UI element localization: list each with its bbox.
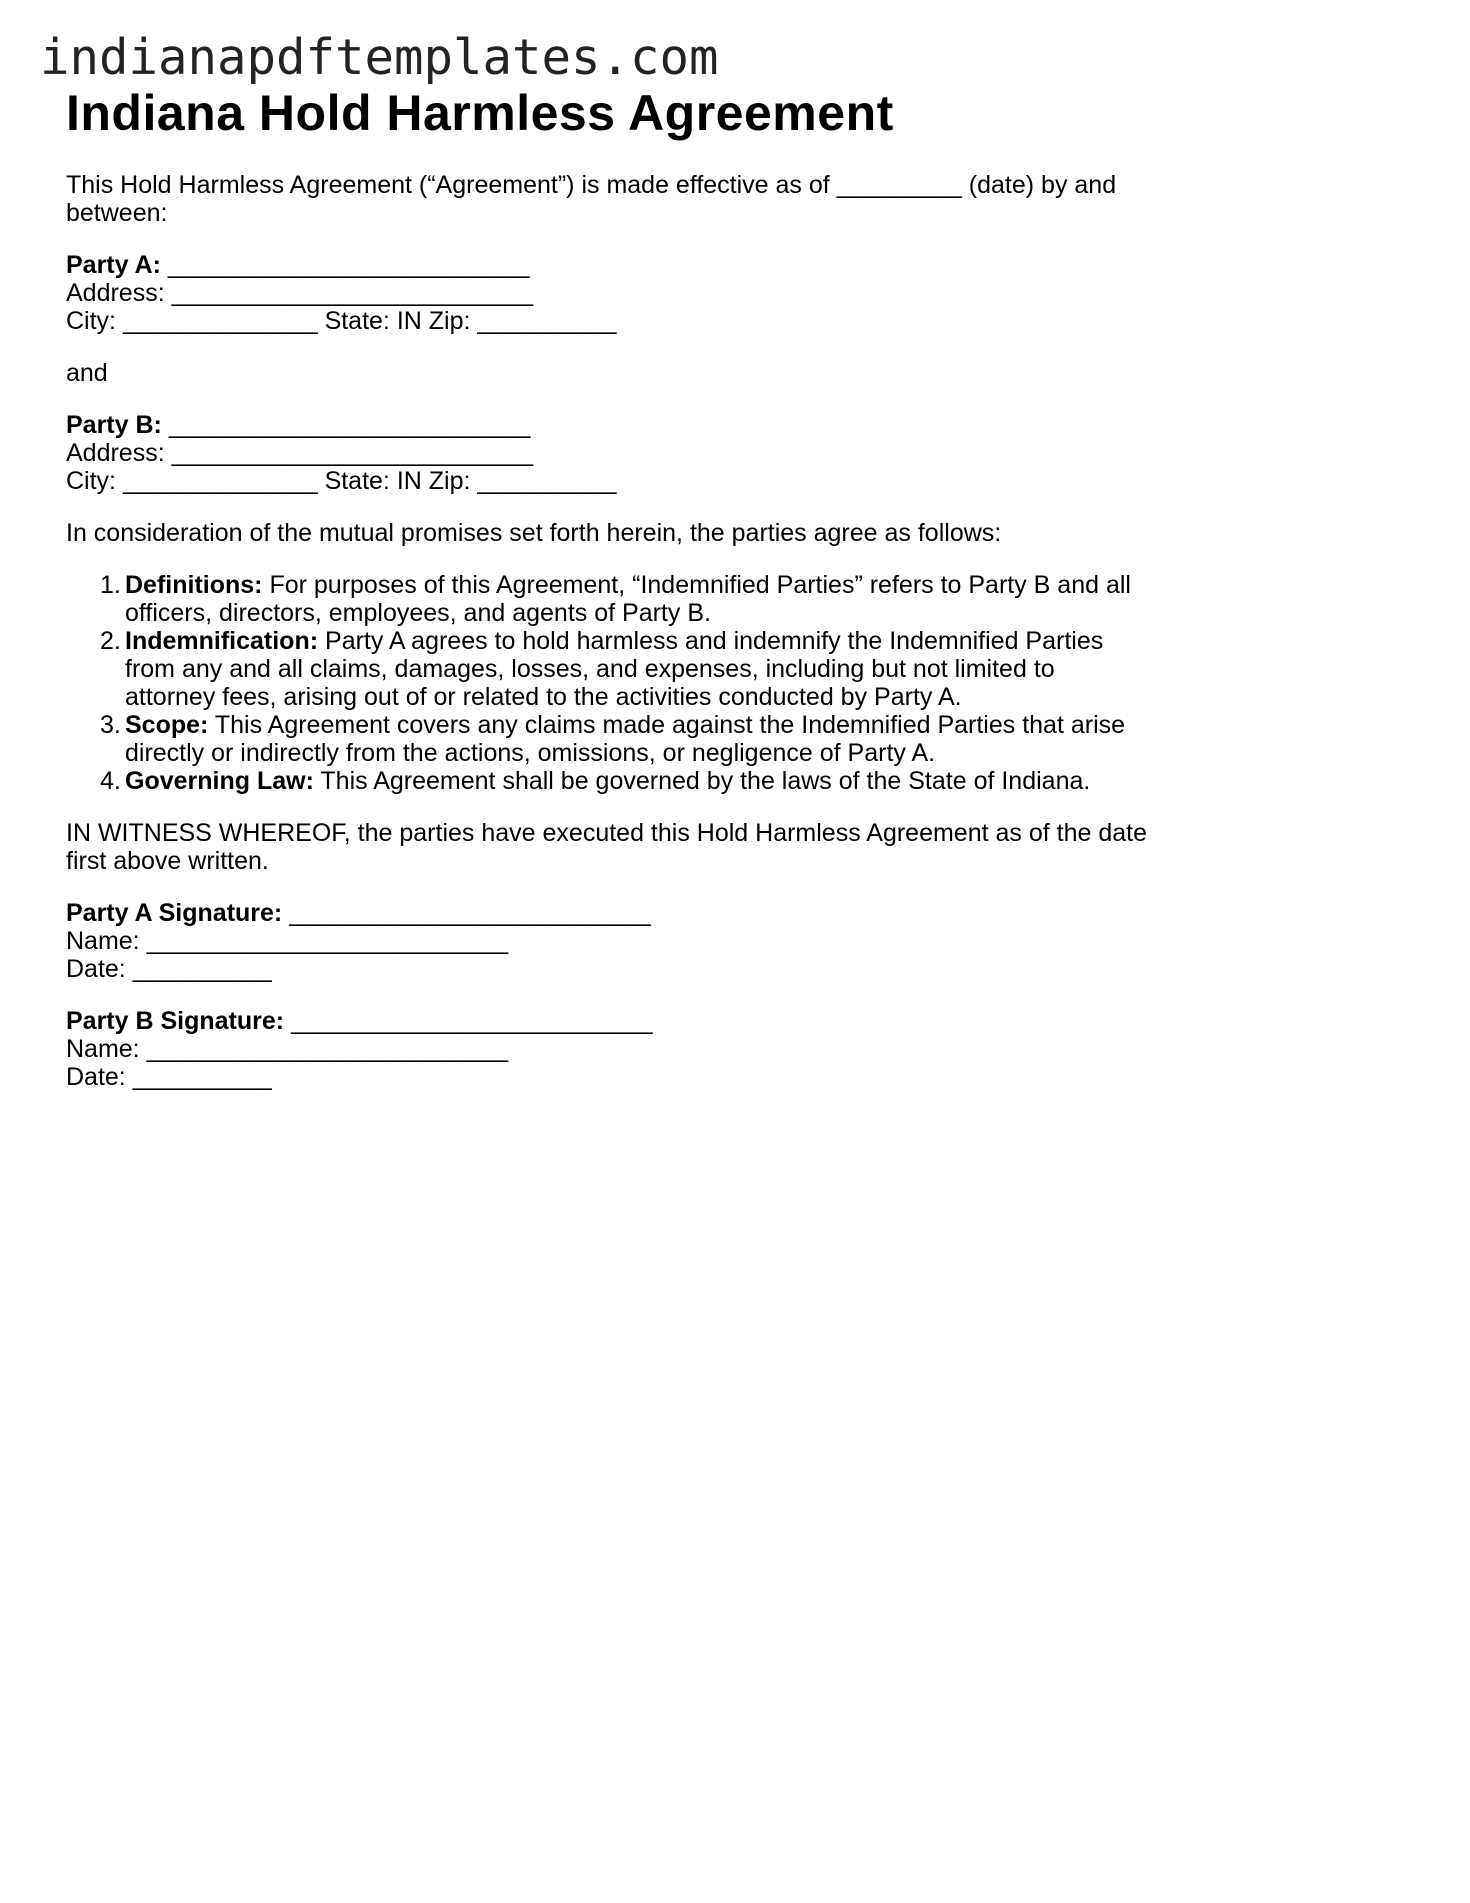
party-a-city-label: City:: [66, 307, 116, 335]
clause-text: [125, 571, 1151, 627]
party-b-sig-name-line: [66, 1035, 1151, 1063]
clause-text: [125, 627, 1151, 711]
intro-paragraph: [66, 171, 1151, 227]
clause-number: 4.: [100, 767, 121, 795]
party-b-label: Party B:: [66, 411, 162, 439]
party-a-zip-blank[interactable]: __________: [477, 307, 617, 335]
clause-scope: [100, 711, 1151, 767]
clause-definitions: [100, 571, 1151, 627]
party-a-sig-date-blank[interactable]: __________: [132, 955, 272, 983]
party-b-city-blank[interactable]: ______________: [122, 467, 318, 495]
party-a-signature-line: [66, 899, 1151, 927]
site-watermark: indianapdftemplates.com: [40, 29, 719, 86]
party-b-sig-name-label: Name:: [66, 1035, 140, 1063]
consideration-paragraph: In consideration of the mutual promises set forth herein, the parties agree as follows:: [66, 519, 1002, 547]
party-b-signature-line: [66, 1007, 1151, 1035]
party-a-block: [66, 251, 1151, 335]
clause-title: Governing Law:: [125, 767, 314, 795]
party-b-address-line: [66, 439, 1151, 467]
clause-number: 1.: [100, 571, 121, 599]
party-b-zip-blank[interactable]: __________: [477, 467, 617, 495]
party-a-sig-date-line: [66, 955, 1151, 983]
intro-text-before: This Hold Harmless Agreement (“Agreement”) is made effective as of: [66, 171, 830, 199]
party-b-sig-name-blank[interactable]: __________________________: [146, 1035, 509, 1063]
party-b-sig-date-line: [66, 1063, 1151, 1091]
party-a-signature-block: [66, 899, 1151, 983]
intro-text-after: (date) by and between:: [66, 171, 1117, 227]
clause-title: Scope:: [125, 711, 209, 739]
clause-governing-law: [100, 767, 1151, 795]
party-b-sig-date-blank[interactable]: __________: [132, 1063, 272, 1091]
party-a-sig-name-blank[interactable]: __________________________: [146, 927, 509, 955]
page-title: Indiana Hold Harmless Agreement: [66, 85, 894, 141]
party-b-signature-block: [66, 1007, 1151, 1091]
clause-text: [125, 711, 1151, 767]
party-b-address-label: Address:: [66, 439, 165, 467]
party-a-address-line: [66, 279, 1151, 307]
party-a-address-label: Address:: [66, 279, 165, 307]
party-a-city-blank[interactable]: ______________: [122, 307, 318, 335]
party-b-sig-date-label: Date:: [66, 1063, 126, 1091]
party-a-signature-label: Party A Signature:: [66, 899, 283, 927]
party-a-address-blank[interactable]: __________________________: [171, 279, 534, 307]
party-a-sig-name-line: [66, 927, 1151, 955]
party-b-signature-blank[interactable]: __________________________: [291, 1007, 653, 1035]
clause-description: This Agreement shall be governed by the laws of the State of Indiana.: [320, 767, 1091, 795]
witness-paragraph: IN WITNESS WHEREOF, the parties have executed this Hold Harmless Agreement as of the date first above written.: [66, 819, 1148, 875]
clause-title: Definitions:: [125, 571, 263, 599]
party-b-state-zip-label: State: IN Zip:: [324, 467, 471, 495]
effective-date-blank[interactable]: _________: [836, 171, 962, 199]
clause-list: [66, 571, 1151, 795]
connector-and: and: [66, 359, 108, 387]
clause-number: 2.: [100, 627, 121, 655]
party-a-sig-date-label: Date:: [66, 955, 126, 983]
party-a-city-line: [66, 307, 1151, 335]
party-a-sig-name-label: Name:: [66, 927, 140, 955]
document-body: [66, 171, 1151, 1091]
clause-title: Indemnification:: [125, 627, 319, 655]
party-b-name-blank[interactable]: __________________________: [168, 411, 531, 439]
party-a-signature-blank[interactable]: __________________________: [289, 899, 651, 927]
party-b-address-blank[interactable]: __________________________: [171, 439, 534, 467]
party-b-city-line: [66, 467, 1151, 495]
party-a-label: Party A:: [66, 251, 161, 279]
clause-description: Party A agrees to hold harmless and indemnify the Indemnified Parties from any and all claims, damages, losses, and expenses, including but not limited to attorney fees, arising out of or related to the activities conducted by Party A.: [125, 627, 1104, 711]
clause-number: 3.: [100, 711, 121, 739]
party-a-name-blank[interactable]: __________________________: [167, 251, 530, 279]
clause-text: [125, 767, 1151, 795]
clause-description: This Agreement covers any claims made against the Indemnified Parties that arise directly or indirectly from the actions, omissions, or negligence of Party A.: [125, 711, 1126, 767]
party-a-state-zip-label: State: IN Zip:: [324, 307, 471, 335]
party-a-name-line: [66, 251, 1151, 279]
party-b-signature-label: Party B Signature:: [66, 1007, 285, 1035]
party-b-name-line: [66, 411, 1151, 439]
clause-description: For purposes of this Agreement, “Indemnified Parties” refers to Party B and all officers, directors, employees, and agents of Party B.: [125, 571, 1131, 627]
party-b-city-label: City:: [66, 467, 116, 495]
party-b-block: [66, 411, 1151, 495]
clause-indemnification: [100, 627, 1151, 711]
